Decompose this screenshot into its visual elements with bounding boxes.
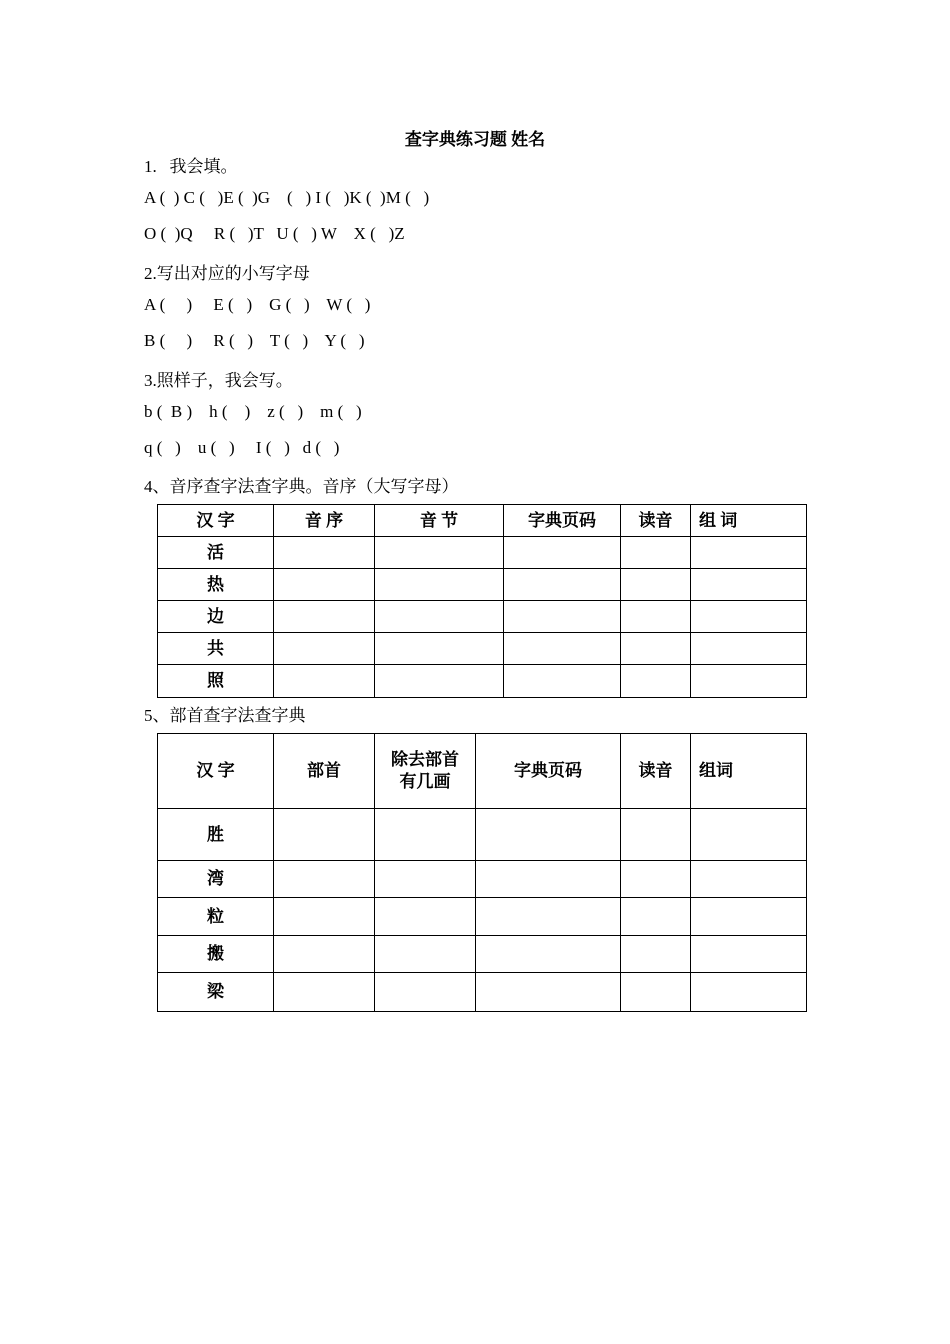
answer-cell[interactable]: [375, 633, 504, 665]
answer-cell[interactable]: [691, 665, 807, 698]
q2-heading: 2.写出对应的小写字母: [144, 264, 310, 283]
table-row: [158, 569, 807, 601]
table-row: [158, 898, 807, 936]
row-character: 共: [158, 633, 274, 665]
answer-cell[interactable]: [375, 809, 476, 861]
answer-cell[interactable]: [274, 861, 375, 898]
table-row: [158, 633, 807, 665]
answer-cell[interactable]: [691, 569, 807, 601]
answer-cell[interactable]: [375, 537, 504, 569]
answer-cell[interactable]: [621, 537, 691, 569]
answer-cell[interactable]: [691, 633, 807, 665]
answer-cell[interactable]: [274, 973, 375, 1012]
answer-cell[interactable]: [274, 665, 375, 698]
answer-cell[interactable]: [691, 861, 807, 898]
q2-line-2: B ( ) R ( ) T ( ) Y ( ): [144, 331, 365, 350]
answer-cell[interactable]: [274, 936, 375, 973]
radical-lookup-table: [157, 733, 807, 1012]
table-row: [158, 601, 807, 633]
answer-cell[interactable]: [375, 861, 476, 898]
answer-cell[interactable]: [621, 861, 691, 898]
answer-cell[interactable]: [691, 601, 807, 633]
answer-cell[interactable]: [274, 633, 375, 665]
header-yinxu: 音 序: [274, 505, 375, 537]
header-hanzi: 汉 字: [158, 734, 274, 809]
answer-cell[interactable]: [504, 601, 621, 633]
row-character: 搬: [158, 936, 274, 973]
row-character: 湾: [158, 861, 274, 898]
answer-cell[interactable]: [691, 537, 807, 569]
table-row: [158, 861, 807, 898]
q3-heading: 3.照样子，我会写。: [144, 371, 293, 390]
answer-cell[interactable]: [476, 973, 621, 1012]
answer-cell[interactable]: [375, 665, 504, 698]
answer-cell[interactable]: [621, 809, 691, 861]
phonetic-lookup-table: [157, 504, 807, 698]
header-strokes: 除去部首 有几画: [375, 734, 476, 809]
answer-cell[interactable]: [621, 936, 691, 973]
row-character: 热: [158, 569, 274, 601]
table-row: [158, 973, 807, 1012]
answer-cell[interactable]: [621, 633, 691, 665]
q1-heading: 1. 我会填。: [144, 157, 238, 176]
answer-cell[interactable]: [691, 936, 807, 973]
table-row: [158, 665, 807, 698]
q1-line-1: A ( ) C ( )E ( )G ( ) I ( )K ( )M ( ): [144, 188, 430, 207]
header-hanzi: 汉 字: [158, 505, 274, 537]
answer-cell[interactable]: [504, 665, 621, 698]
answer-cell[interactable]: [375, 601, 504, 633]
row-character: 边: [158, 601, 274, 633]
row-character: 胜: [158, 809, 274, 861]
q3-line-2: q ( ) u ( ) I ( ) d ( ): [144, 438, 340, 457]
table-header-row: [158, 734, 807, 809]
q4-heading: 4、音序查字法查字典。音序（大写字母）: [144, 477, 459, 496]
answer-cell[interactable]: [621, 601, 691, 633]
q3-line-1: b ( B ) h ( ) z ( ) m ( ): [144, 402, 362, 421]
table-row: [158, 936, 807, 973]
header-reading: 读音: [621, 734, 691, 809]
header-radical: 部首: [274, 734, 375, 809]
answer-cell[interactable]: [274, 809, 375, 861]
header-page: 字典页码: [476, 734, 621, 809]
answer-cell[interactable]: [375, 898, 476, 936]
answer-cell[interactable]: [476, 936, 621, 973]
table-header-row: [158, 505, 807, 537]
answer-cell[interactable]: [476, 898, 621, 936]
answer-cell[interactable]: [375, 569, 504, 601]
answer-cell[interactable]: [621, 898, 691, 936]
header-words: 组词: [691, 734, 807, 809]
answer-cell[interactable]: [621, 569, 691, 601]
header-page: 字典页码: [504, 505, 621, 537]
answer-cell[interactable]: [621, 973, 691, 1012]
answer-cell[interactable]: [375, 973, 476, 1012]
q2-line-1: A ( ) E ( ) G ( ) W ( ): [144, 295, 371, 314]
q5-heading: 5、部首查字法查字典: [144, 706, 306, 725]
answer-cell[interactable]: [274, 537, 375, 569]
answer-cell[interactable]: [274, 569, 375, 601]
answer-cell[interactable]: [691, 809, 807, 861]
answer-cell[interactable]: [691, 898, 807, 936]
header-words: 组 词: [691, 505, 807, 537]
page-title: 查字典练习题 姓名: [404, 130, 546, 149]
q1-line-2: O ( )Q R ( )T U ( ) W X ( )Z: [144, 224, 405, 243]
table-row: [158, 809, 807, 861]
answer-cell[interactable]: [274, 898, 375, 936]
row-character: 梁: [158, 973, 274, 1012]
table-row: [158, 537, 807, 569]
answer-cell[interactable]: [274, 601, 375, 633]
answer-cell[interactable]: [691, 973, 807, 1012]
answer-cell[interactable]: [504, 633, 621, 665]
answer-cell[interactable]: [504, 537, 621, 569]
row-character: 粒: [158, 898, 274, 936]
row-character: 照: [158, 665, 274, 698]
answer-cell[interactable]: [375, 936, 476, 973]
header-yinjie: 音 节: [375, 505, 504, 537]
answer-cell[interactable]: [476, 861, 621, 898]
answer-cell[interactable]: [621, 665, 691, 698]
answer-cell[interactable]: [476, 809, 621, 861]
header-reading: 读音: [621, 505, 691, 537]
row-character: 活: [158, 537, 274, 569]
answer-cell[interactable]: [504, 569, 621, 601]
